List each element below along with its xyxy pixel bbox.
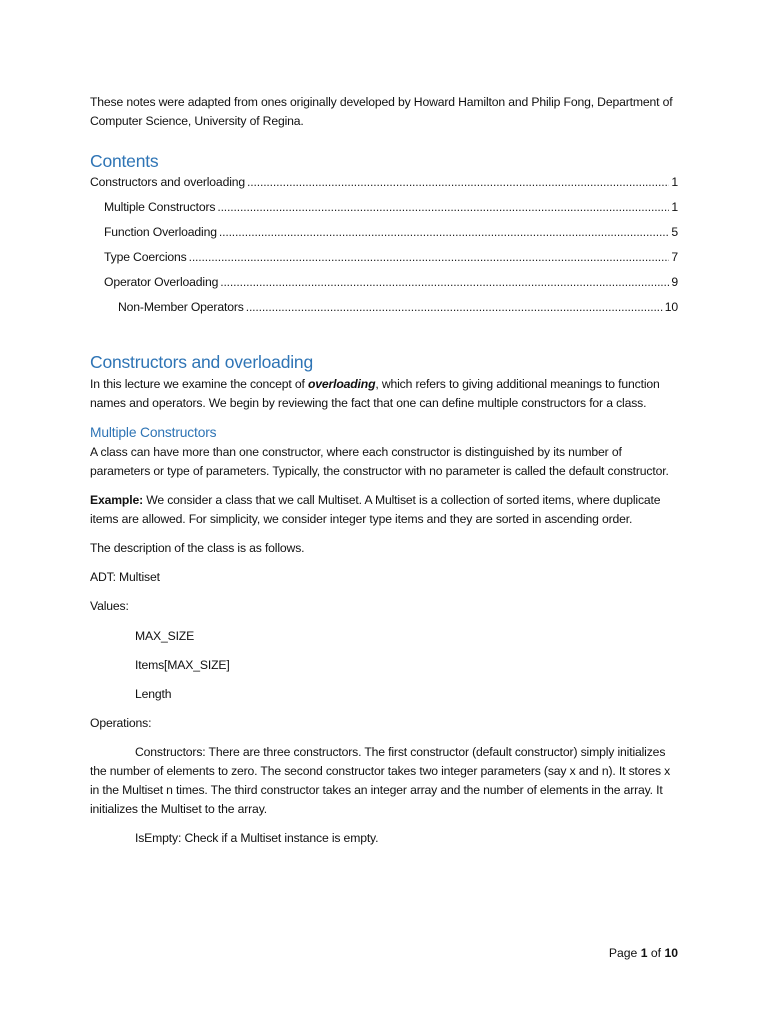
section-heading-constructors-and-overloading: Constructors and overloading bbox=[90, 352, 314, 372]
toc-entry-operator-overloading[interactable] bbox=[90, 273, 678, 298]
toc-page: 1 bbox=[671, 175, 678, 189]
document-page bbox=[90, 93, 678, 848]
toc-leader bbox=[220, 273, 669, 291]
toc-leader bbox=[217, 198, 669, 216]
toc-label[interactable]: Multiple Constructors bbox=[104, 200, 216, 214]
emphasis-overloading: overloading bbox=[307, 377, 376, 391]
overloading-intro-paragraph bbox=[90, 375, 678, 413]
example-paragraph bbox=[90, 491, 678, 529]
toc-label[interactable]: Function Overloading bbox=[104, 225, 217, 239]
example-label: Example: bbox=[90, 493, 143, 507]
toc-leader bbox=[219, 223, 670, 241]
toc-entry-function-overloading[interactable] bbox=[90, 223, 678, 248]
toc-label[interactable]: Constructors and overloading bbox=[90, 175, 246, 189]
footer-prefix: Page bbox=[608, 946, 641, 960]
class-description-line: The description of the class is as follows. bbox=[90, 541, 305, 555]
toc-label[interactable]: Non-Member Operators bbox=[118, 300, 244, 314]
subheading-multiple-constructors: Multiple Constructors bbox=[90, 425, 217, 440]
toc-page: 5 bbox=[671, 225, 678, 239]
toc-label[interactable]: Type Coercions bbox=[104, 250, 187, 264]
example-text: We consider a class that we call Multiset. A Multiset is a collection of sorted items, where duplicate items are allowed. For simplicity, we consider integer type items and they are sorted in ascending order. bbox=[90, 493, 661, 526]
values-label: Values: bbox=[90, 599, 129, 613]
value-item-length: Length bbox=[135, 687, 172, 701]
toc-page: 1 bbox=[671, 200, 678, 214]
toc-entry-multiple-constructors[interactable] bbox=[90, 198, 678, 223]
footer-of: of bbox=[647, 946, 665, 960]
text-run: , which refers to giving additional meanings to function names and operators. We begin by reviewing the fact that one can define multiple constructors for a class. bbox=[90, 377, 660, 410]
toc-leader bbox=[246, 298, 663, 316]
constructors-operation-paragraph: Constructors: There are three constructors. The first constructor (default constructor) simply initializes the number of elements to zero. The second constructor takes two integer parameters (say x and n). It stores x in the Multiset n times. The third constructor takes an integer array and the number of elements in the array. It initializes the Multiset to the array. bbox=[90, 745, 671, 816]
text-run: In this lecture we examine the concept of bbox=[90, 377, 308, 391]
toc-label[interactable]: Operator Overloading bbox=[104, 275, 219, 289]
toc-leader bbox=[247, 173, 669, 191]
isempty-operation-line: IsEmpty: Check if a Multiset instance is empty. bbox=[135, 831, 379, 845]
toc-page: 9 bbox=[671, 275, 678, 289]
current-page-number: 1 bbox=[640, 946, 648, 960]
operations-label: Operations: bbox=[90, 716, 152, 730]
toc-entry-non-member-operators[interactable] bbox=[90, 298, 678, 323]
total-page-count: 10 bbox=[664, 946, 678, 960]
intro-paragraph: These notes were adapted from ones originally developed by Howard Hamilton and Philip Fong, Department of Computer Science, University of Regina. bbox=[90, 95, 673, 128]
multiple-constructors-paragraph: A class can have more than one constructor, where each constructor is distinguished by its number of parameters or type of parameters. Typically, the constructor with no parameter is called the default constructor. bbox=[90, 445, 669, 478]
table-of-contents bbox=[90, 173, 678, 323]
toc-entry-constructors-and-overloading[interactable] bbox=[90, 173, 678, 198]
adt-line: ADT: Multiset bbox=[90, 570, 160, 584]
value-item-items: Items[MAX_SIZE] bbox=[135, 658, 230, 672]
page-footer bbox=[609, 944, 678, 962]
contents-heading: Contents bbox=[90, 151, 159, 171]
toc-page: 7 bbox=[671, 250, 678, 264]
value-item-max-size: MAX_SIZE bbox=[135, 629, 195, 643]
toc-page: 10 bbox=[664, 300, 678, 314]
toc-entry-type-coercions[interactable] bbox=[90, 248, 678, 273]
toc-leader bbox=[189, 248, 670, 266]
